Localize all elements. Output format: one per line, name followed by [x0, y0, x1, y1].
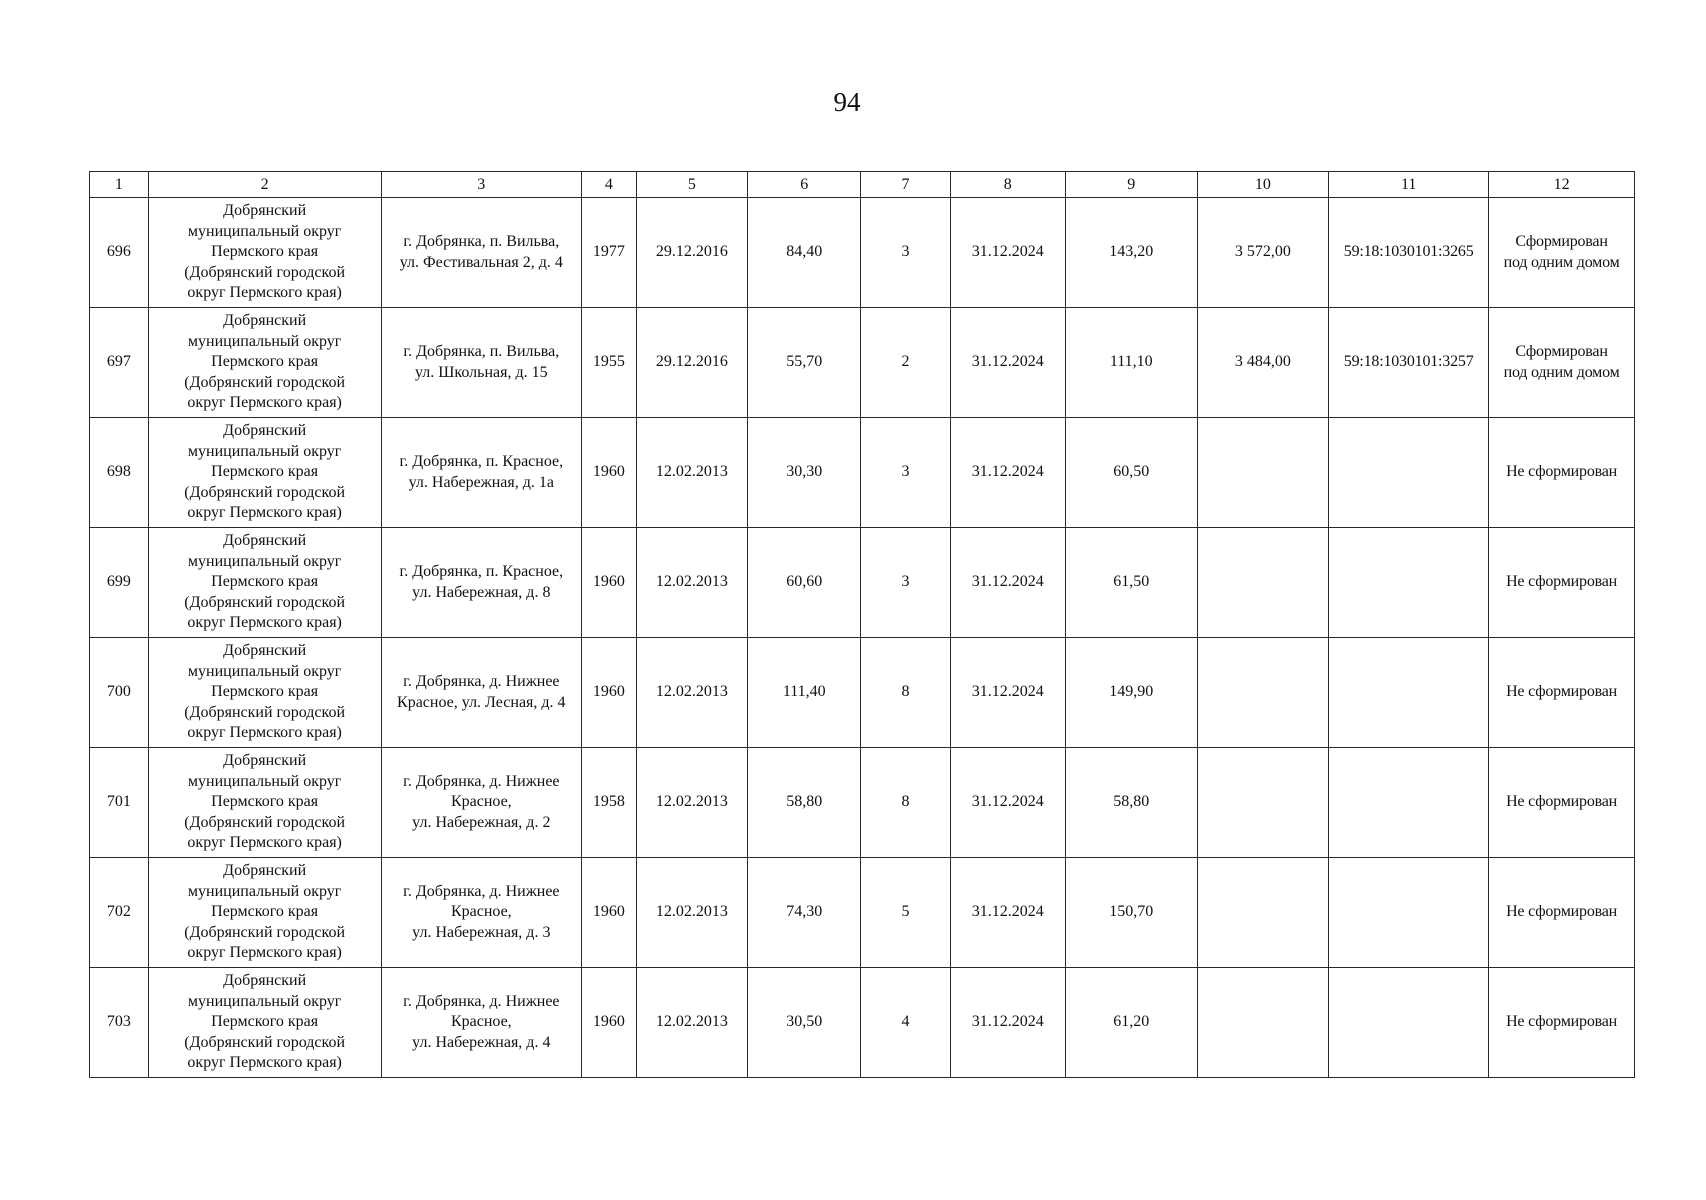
- address-cell-line: Красное,: [450, 903, 512, 921]
- address-cell-line: ул. Набережная, д. 8: [412, 583, 551, 601]
- land-area-cell: [1197, 748, 1329, 858]
- address-cell-line: ул. Фестивальная 2, д. 4: [399, 253, 563, 271]
- count-cell: 3: [861, 418, 950, 528]
- area-cell: 30,30: [748, 418, 861, 528]
- table-row: [90, 528, 1635, 638]
- owner-cell-line: муниципальный округ: [187, 882, 342, 900]
- count-cell: 8: [861, 748, 950, 858]
- owner-cell-line: Добрянский: [223, 752, 307, 770]
- owner-cell-line: муниципальный округ: [187, 772, 342, 790]
- owner-cell-line: Пермского края: [211, 683, 319, 701]
- count-cell: 8: [861, 638, 950, 748]
- row-number-cell: 699: [90, 528, 149, 638]
- status-cell: [1489, 748, 1635, 858]
- count-cell: 2: [861, 308, 950, 418]
- column-header: 9: [1065, 172, 1197, 198]
- status-cell: [1489, 638, 1635, 748]
- area-cell: 30,50: [748, 968, 861, 1078]
- row-number-cell: 698: [90, 418, 149, 528]
- year-cell: 1977: [582, 198, 637, 308]
- owner-cell: [148, 308, 381, 418]
- owner-cell-line: округ Пермского края): [187, 1054, 342, 1072]
- deadline-cell: 31.12.2024: [950, 748, 1065, 858]
- owner-cell-line: муниципальный округ: [187, 222, 342, 240]
- address-cell-line: ул. Набережная, д. 2: [412, 813, 551, 831]
- address-cell-line: ул. Набережная, д. 1а: [408, 473, 554, 491]
- total-area-cell: 149,90: [1065, 638, 1197, 748]
- column-header: 7: [861, 172, 950, 198]
- date-cell: 29.12.2016: [636, 308, 747, 418]
- owner-cell-line: Добрянский: [223, 972, 307, 990]
- owner-cell-line: (Добрянский городской: [184, 813, 346, 831]
- owner-cell-line: (Добрянский городской: [184, 593, 346, 611]
- row-number-cell: 697: [90, 308, 149, 418]
- deadline-cell: 31.12.2024: [950, 638, 1065, 748]
- table-row: [90, 858, 1635, 968]
- year-cell: 1960: [582, 968, 637, 1078]
- owner-cell-line: муниципальный округ: [187, 552, 342, 570]
- status-cell: [1489, 528, 1635, 638]
- owner-cell-line: Пермского края: [211, 243, 319, 261]
- address-cell-line: г. Добрянка, д. Нижнее: [403, 992, 560, 1010]
- address-cell-line: ул. Набережная, д. 4: [412, 1033, 551, 1051]
- area-cell: 58,80: [748, 748, 861, 858]
- owner-cell: [148, 528, 381, 638]
- table-row: [90, 748, 1635, 858]
- row-number-cell: 700: [90, 638, 149, 748]
- year-cell: 1960: [582, 638, 637, 748]
- column-header: 8: [950, 172, 1065, 198]
- address-cell-line: г. Добрянка, д. Нижнее: [403, 772, 560, 790]
- column-header: 12: [1489, 172, 1635, 198]
- table-row: [90, 308, 1635, 418]
- column-header: 10: [1197, 172, 1329, 198]
- owner-cell-line: муниципальный округ: [187, 332, 342, 350]
- housing-registry-table: [89, 171, 1635, 1078]
- address-cell: [381, 968, 581, 1078]
- address-cell-line: г. Добрянка, п. Вильва,: [403, 343, 560, 360]
- status-cell-line: Сформирован: [1515, 343, 1608, 360]
- column-header: 11: [1329, 172, 1489, 198]
- status-cell: [1489, 418, 1635, 528]
- count-cell: 3: [861, 528, 950, 638]
- owner-cell-line: (Добрянский городской: [184, 483, 346, 501]
- owner-cell: [148, 418, 381, 528]
- status-cell-line: под одним домом: [1503, 363, 1620, 381]
- owner-cell-line: Пермского края: [211, 353, 319, 371]
- status-cell: [1489, 968, 1635, 1078]
- owner-cell-line: Добрянский: [223, 642, 307, 660]
- column-number-header-row: [90, 172, 1635, 198]
- status-cell-line: под одним домом: [1503, 253, 1620, 271]
- table-row: [90, 638, 1635, 748]
- total-area-cell: 111,10: [1065, 308, 1197, 418]
- owner-cell-line: округ Пермского края): [187, 504, 342, 522]
- date-cell: 12.02.2013: [636, 968, 747, 1078]
- cadastral-number-cell: [1329, 748, 1489, 858]
- registry-body: [90, 198, 1635, 1078]
- owner-cell-line: (Добрянский городской: [184, 1033, 346, 1051]
- deadline-cell: 31.12.2024: [950, 418, 1065, 528]
- date-cell: 12.02.2013: [636, 858, 747, 968]
- date-cell: 29.12.2016: [636, 198, 747, 308]
- cadastral-number-cell: 59:18:1030101:3257: [1329, 308, 1489, 418]
- owner-cell-line: Пермского края: [211, 573, 319, 591]
- owner-cell-line: Добрянский: [223, 862, 307, 880]
- column-header: 6: [748, 172, 861, 198]
- column-header: 1: [90, 172, 149, 198]
- address-cell-line: ул. Набережная, д. 3: [412, 923, 551, 941]
- land-area-cell: [1197, 858, 1329, 968]
- address-cell-line: Красное,: [450, 1013, 512, 1031]
- date-cell: 12.02.2013: [636, 638, 747, 748]
- total-area-cell: 61,50: [1065, 528, 1197, 638]
- owner-cell-line: Пермского края: [211, 793, 319, 811]
- row-number-cell: 701: [90, 748, 149, 858]
- deadline-cell: 31.12.2024: [950, 858, 1065, 968]
- land-area-cell: 3 484,00: [1197, 308, 1329, 418]
- deadline-cell: 31.12.2024: [950, 528, 1065, 638]
- owner-cell: [148, 968, 381, 1078]
- status-cell-line: Не сформирован: [1506, 903, 1618, 921]
- address-cell-line: г. Добрянка, п. Красное,: [399, 453, 564, 470]
- column-header: 4: [582, 172, 637, 198]
- land-area-cell: [1197, 418, 1329, 528]
- date-cell: 12.02.2013: [636, 528, 747, 638]
- deadline-cell: 31.12.2024: [950, 968, 1065, 1078]
- address-cell: [381, 748, 581, 858]
- count-cell: 4: [861, 968, 950, 1078]
- address-cell: [381, 638, 581, 748]
- area-cell: 74,30: [748, 858, 861, 968]
- owner-cell-line: муниципальный округ: [187, 662, 342, 680]
- status-cell: [1489, 308, 1635, 418]
- status-cell-line: Не сформирован: [1506, 793, 1618, 811]
- year-cell: 1960: [582, 858, 637, 968]
- owner-cell-line: округ Пермского края): [187, 284, 342, 302]
- owner-cell-line: округ Пермского края): [187, 394, 342, 412]
- count-cell: 5: [861, 858, 950, 968]
- land-area-cell: [1197, 968, 1329, 1078]
- owner-cell-line: округ Пермского края): [187, 944, 342, 962]
- status-cell-line: Не сформирован: [1506, 463, 1618, 481]
- address-cell-line: Красное,: [450, 793, 512, 811]
- cadastral-number-cell: [1329, 858, 1489, 968]
- address-cell: [381, 858, 581, 968]
- status-cell: [1489, 198, 1635, 308]
- address-cell-line: Красное, ул. Лесная, д. 4: [397, 693, 566, 711]
- total-area-cell: 143,20: [1065, 198, 1197, 308]
- total-area-cell: 150,70: [1065, 858, 1197, 968]
- deadline-cell: 31.12.2024: [950, 198, 1065, 308]
- owner-cell-line: Пермского края: [211, 1013, 319, 1031]
- status-cell: [1489, 858, 1635, 968]
- owner-cell-line: Пермского края: [211, 463, 319, 481]
- cadastral-number-cell: [1329, 968, 1489, 1078]
- count-cell: 3: [861, 198, 950, 308]
- owner-cell: [148, 748, 381, 858]
- cadastral-number-cell: [1329, 528, 1489, 638]
- owner-cell-line: (Добрянский городской: [184, 373, 346, 391]
- owner-cell-line: Добрянский: [223, 312, 307, 330]
- address-cell: [381, 418, 581, 528]
- address-cell-line: г. Добрянка, п. Вильва,: [403, 233, 560, 250]
- owner-cell-line: округ Пермского края): [187, 834, 342, 852]
- page-number: 94: [833, 87, 861, 117]
- column-header: 5: [636, 172, 747, 198]
- address-cell: [381, 198, 581, 308]
- address-cell-line: ул. Школьная, д. 15: [414, 363, 548, 381]
- address-cell-line: г. Добрянка, п. Красное,: [399, 563, 564, 580]
- area-cell: 111,40: [748, 638, 861, 748]
- total-area-cell: 61,20: [1065, 968, 1197, 1078]
- owner-cell-line: округ Пермского края): [187, 614, 342, 632]
- total-area-cell: 58,80: [1065, 748, 1197, 858]
- deadline-cell: 31.12.2024: [950, 308, 1065, 418]
- table-row: [90, 198, 1635, 308]
- area-cell: 60,60: [748, 528, 861, 638]
- owner-cell-line: (Добрянский городской: [184, 263, 346, 281]
- cadastral-number-cell: [1329, 418, 1489, 528]
- status-cell-line: Сформирован: [1515, 233, 1608, 250]
- owner-cell-line: Добрянский: [223, 532, 307, 550]
- row-number-cell: 703: [90, 968, 149, 1078]
- owner-cell-line: муниципальный округ: [187, 992, 342, 1010]
- owner-cell: [148, 198, 381, 308]
- area-cell: 84,40: [748, 198, 861, 308]
- year-cell: 1955: [582, 308, 637, 418]
- owner-cell-line: округ Пермского края): [187, 724, 342, 742]
- date-cell: 12.02.2013: [636, 418, 747, 528]
- address-cell: [381, 308, 581, 418]
- row-number-cell: 696: [90, 198, 149, 308]
- column-header: 2: [148, 172, 381, 198]
- cadastral-number-cell: [1329, 638, 1489, 748]
- owner-cell-line: (Добрянский городской: [184, 923, 346, 941]
- owner-cell-line: Добрянский: [223, 422, 307, 440]
- year-cell: 1960: [582, 528, 637, 638]
- address-cell: [381, 528, 581, 638]
- land-area-cell: [1197, 638, 1329, 748]
- date-cell: 12.02.2013: [636, 748, 747, 858]
- year-cell: 1958: [582, 748, 637, 858]
- year-cell: 1960: [582, 418, 637, 528]
- column-header: 3: [381, 172, 581, 198]
- table-row: [90, 418, 1635, 528]
- table-row: [90, 968, 1635, 1078]
- owner-cell-line: муниципальный округ: [187, 442, 342, 460]
- owner-cell-line: Добрянский: [223, 202, 307, 220]
- status-cell-line: Не сформирован: [1506, 683, 1618, 701]
- status-cell-line: Не сформирован: [1506, 573, 1618, 591]
- area-cell: 55,70: [748, 308, 861, 418]
- land-area-cell: [1197, 528, 1329, 638]
- address-cell-line: г. Добрянка, д. Нижнее: [403, 673, 560, 690]
- owner-cell-line: Пермского края: [211, 903, 319, 921]
- row-number-cell: 702: [90, 858, 149, 968]
- status-cell-line: Не сформирован: [1506, 1013, 1618, 1031]
- owner-cell-line: (Добрянский городской: [184, 703, 346, 721]
- land-area-cell: 3 572,00: [1197, 198, 1329, 308]
- cadastral-number-cell: 59:18:1030101:3265: [1329, 198, 1489, 308]
- address-cell-line: г. Добрянка, д. Нижнее: [403, 882, 560, 900]
- total-area-cell: 60,50: [1065, 418, 1197, 528]
- owner-cell: [148, 638, 381, 748]
- owner-cell: [148, 858, 381, 968]
